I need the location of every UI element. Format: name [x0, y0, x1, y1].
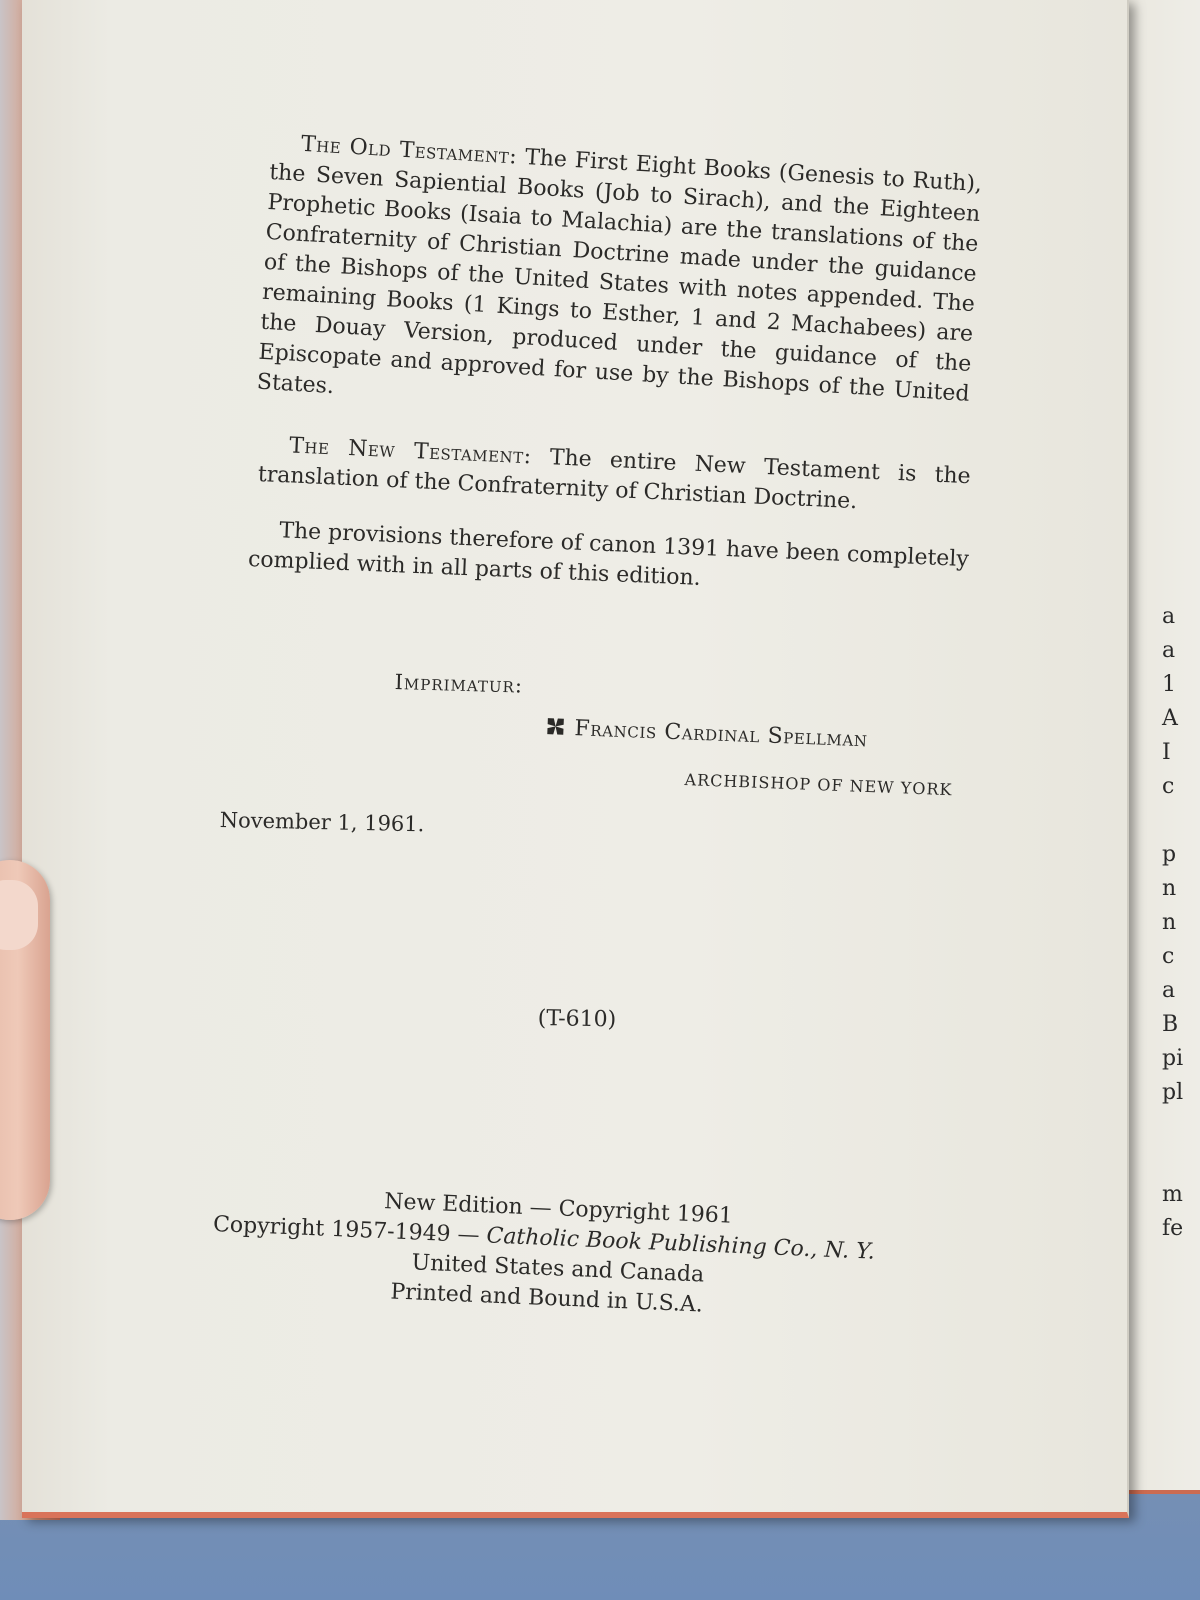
imprimatur-signatory: [544, 715, 868, 752]
facing-page-letter: pi: [1162, 1046, 1184, 1071]
facing-page-letter: c: [1162, 944, 1175, 969]
imprimatur-date: November 1, 1961.: [219, 808, 425, 837]
printed-in-line: Printed and Bound in U.S.A.: [389, 1279, 704, 1318]
old-testament-heading: The Old Testament:: [300, 131, 518, 170]
new-testament-paragraph: [257, 430, 971, 522]
facing-page-letter: n: [1162, 876, 1177, 901]
facing-page-letter: a: [1162, 604, 1176, 629]
publisher-name: Catholic Book Publishing Co., N. Y.: [485, 1223, 876, 1265]
facing-page-letter: B: [1162, 1012, 1179, 1037]
signatory-title: ARCHBISHOP OF NEW YORK: [684, 770, 953, 800]
facing-page-letter: p: [1162, 842, 1177, 867]
old-testament-paragraph: [256, 128, 983, 440]
signatory-name: Francis Cardinal Spellman: [574, 716, 869, 753]
facing-page-letter: 1: [1162, 672, 1176, 697]
facing-page-letter: a: [1162, 978, 1176, 1003]
provisions-paragraph: [247, 515, 969, 605]
facing-page-letter: a: [1162, 638, 1176, 663]
catalog-number: (T-610): [537, 1006, 617, 1033]
facing-page-letter: I: [1162, 740, 1171, 765]
imprimatur-label: Imprimatur:: [394, 670, 524, 698]
cross-pattee-icon: [544, 715, 567, 738]
copyright-years: Copyright 1957-1949 —: [212, 1211, 488, 1249]
facing-page-letter: fe: [1162, 1216, 1184, 1241]
facing-page-letter: A: [1162, 706, 1178, 731]
new-testament-body: The entire New Testament is the translation of the Confraternity of Christian Doctrine.: [257, 445, 972, 515]
facing-page-letter: pl: [1162, 1080, 1184, 1105]
copyright-edition-line: New Edition — Copyright 1961: [383, 1189, 734, 1229]
provisions-text: The provisions therefore of canon 1391 have been completely complied with in all parts of this edition.: [247, 518, 970, 591]
facing-page-letter: n: [1162, 910, 1177, 935]
old-testament-body: The First Eight Books (Genesis to Ruth), the Seven Sapiential Books (Job to Sirach), and the Eighteen Prophetic Books (Isaia to Malachia) are the translations of the Confraternity of Christian Doctrine made under the guidance of the Bishops of the United States with notes appended. The remaining Books (1 Kings to Esther, 1 and 2 Machabees) are the Douay Version, produced under the guidance of the Episcopate and approved for use by the Bishops of the United States.: [256, 145, 983, 407]
copyright-region-line: United States and Canada: [411, 1250, 705, 1288]
facing-page-letter: m: [1162, 1182, 1183, 1207]
copyright-block: [210, 1180, 954, 1331]
new-testament-heading: The New Testament:: [288, 433, 533, 470]
facing-page-letter: c: [1162, 774, 1175, 799]
